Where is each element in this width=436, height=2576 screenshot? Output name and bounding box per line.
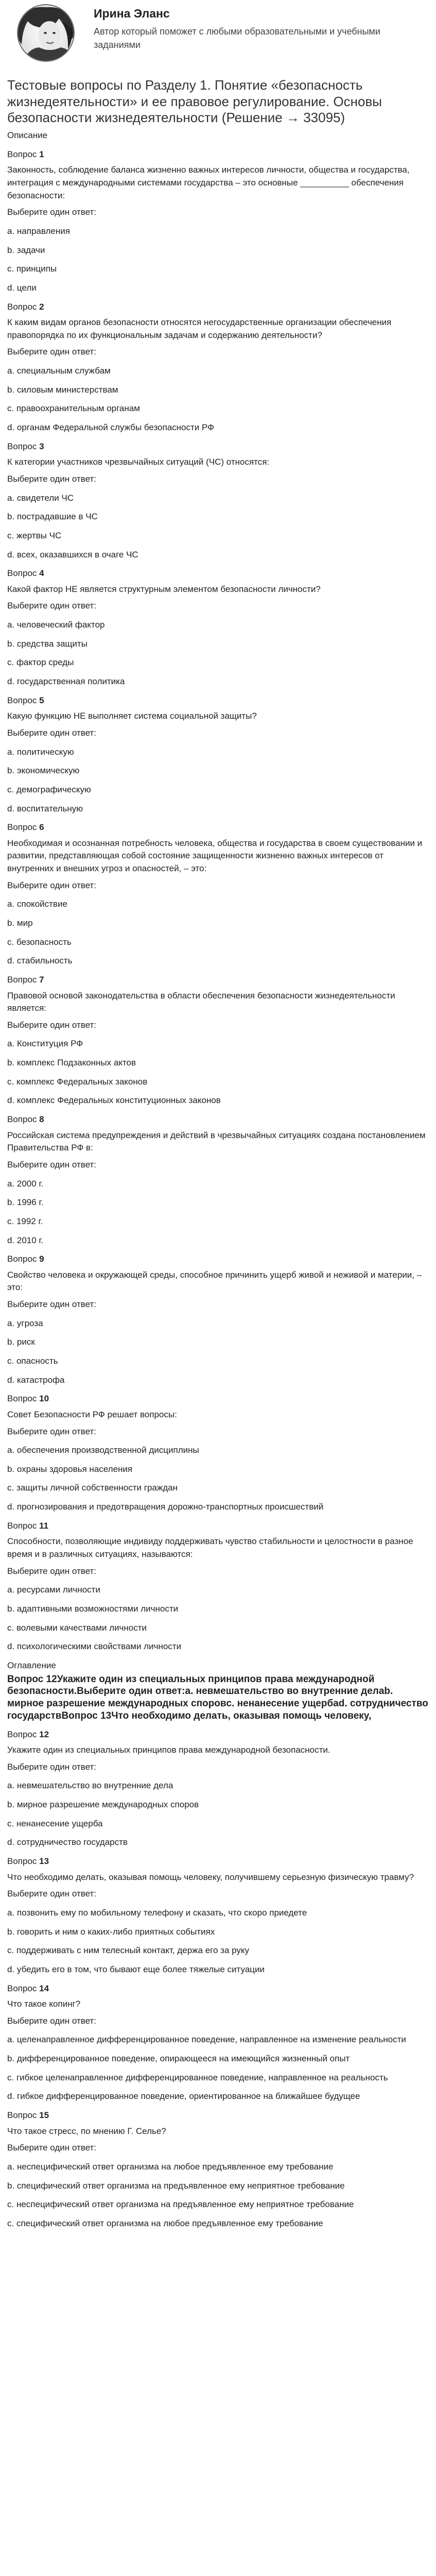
question-word: Вопрос [7,1983,37,1993]
question-word: Вопрос [7,301,37,312]
question-number-value: 1 [39,149,44,159]
answer-option[interactable]: a. неспецифический ответ организма на любое предъявленное ему требование [7,2161,334,2172]
question-number [7,1520,429,1533]
answer-option[interactable]: c. волевыми качествами личности [7,1622,147,1633]
answer-option[interactable]: c. безопасность [7,937,72,947]
answer-option[interactable]: c. опасность [7,1356,58,1366]
question-number [7,974,429,987]
question-text: Какой фактор НЕ является структурным элементом безопасности личности? [7,584,321,594]
question-number [7,1113,429,1126]
answer-option[interactable]: a. Конституция РФ [7,1039,83,1049]
question-list-part2 [7,1728,429,2230]
question-word: Вопрос [7,822,37,833]
question-word: Вопрос [7,1254,37,1264]
answer-option[interactable]: a. целенаправленное дифференцированное поведение, направленное на изменение реальности [7,2035,406,2045]
question-text: Совет Безопасности РФ решает вопросы: [7,1409,177,1419]
question-word: Вопрос [7,1856,37,1867]
answer-prompt: Выберите один ответ: [7,1889,96,1899]
answer-option[interactable]: c. 1992 г. [7,1216,43,1226]
question-number-value: 6 [39,822,44,833]
answer-prompt: Выберите один ответ: [7,207,96,217]
question-number [7,1393,429,1405]
answer-option[interactable]: a. ресурсами личности [7,1585,100,1595]
answer-option[interactable]: d. государственная политика [7,676,125,687]
answer-prompt: Выберите один ответ: [7,2143,96,2153]
answer-option[interactable]: a. позвонить ему по мобильному телефону и сказать, что скоро приедете [7,1907,307,1918]
answer-prompt: Выберите один ответ: [7,1426,96,1436]
answer-prompt: Выберите один ответ: [7,1566,96,1576]
answer-option[interactable]: a. политическую [7,747,74,757]
question-number-value: 2 [39,301,44,312]
answer-option[interactable]: c. поддерживать с ним телесный контакт, держа его за руку [7,1945,250,1956]
description-label: Описание [7,130,48,141]
question-number [7,1728,429,1741]
question-block [7,148,429,295]
question-number [7,821,429,834]
question-block [7,567,429,688]
question-block [7,2109,429,2230]
answer-option[interactable]: a. человеческий фактор [7,620,105,630]
question-word: Вопрос [7,1729,37,1739]
answer-prompt: Выберите один ответ: [7,601,96,611]
author-name[interactable]: Ирина Эланс [94,7,170,20]
question-text: Правовой основой законодательства в области обеспечения безопасности жизнедеятельности является: [7,990,395,1013]
question-text: К категории участников чрезвычайных ситуаций (ЧС) относятся: [7,457,270,467]
question-number [7,440,429,453]
question-text: Что такое стресс, по мнению Г. Селье? [7,2126,166,2136]
question-number-value: 7 [39,974,44,985]
question-number-value: 8 [39,1114,44,1125]
answer-prompt: Выберите один ответ: [7,347,96,357]
question-block [7,1728,429,1849]
question-number-value: 13 [39,1856,49,1867]
question-block [7,694,429,815]
answer-option[interactable]: c. специфический ответ организма на любое предъявленное ему требование [7,2218,323,2228]
question-block [7,974,429,1107]
answer-option[interactable]: b. адаптивными возможностями личности [7,1603,179,1614]
answer-option[interactable]: b. экономическую [7,766,80,776]
question-number-value: 9 [39,1254,44,1264]
answer-option[interactable]: c. неспецифический ответ организма на предъявленное ему неприятное требование [7,2199,354,2210]
answer-prompt: Выберите один ответ: [7,1761,96,1772]
question-block [7,301,429,434]
question-text: Что необходимо делать, оказывая помощь человеку, получившему серьезную физическую травму? [7,1872,414,1882]
answer-prompt: Выберите один ответ: [7,473,96,484]
answer-option[interactable]: a. специальным службам [7,366,111,376]
answer-option[interactable]: a. направления [7,226,70,236]
question-number [7,301,429,314]
answer-option[interactable]: b. комплекс Подзаконных актов [7,1058,136,1068]
answer-option[interactable]: c. гибкое целенаправленное дифференцированное поведение, направленное на реальность [7,2072,388,2082]
question-number [7,1253,429,1266]
question-number [7,1855,429,1868]
question-number-value: 4 [39,568,44,579]
question-text: Свойство человека и окружающей среды, способное причинить ущерб живой и неживой и материи, – это: [7,1269,422,1293]
answer-option[interactable]: d. комплекс Федеральных конституционных законов [7,1095,221,1106]
question-word: Вопрос [7,1394,37,1404]
question-word: Вопрос [7,149,37,159]
question-number-value: 5 [39,695,44,705]
question-text: Российская система предупреждения и действий в чрезвычайных ситуациях создана постановлением Правительства РФ в: [7,1130,426,1153]
question-number [7,567,429,580]
question-number-value: 10 [39,1394,49,1404]
answer-option[interactable]: b. мир [7,918,33,928]
answer-prompt: Выберите один ответ: [7,1299,96,1310]
answer-option[interactable]: a. невмешательство во внутренние дела [7,1781,173,1791]
question-number [7,148,429,161]
question-text: Способности, позволяющие индивиду поддерживать чувство стабильности и целостности в разное время и в различных ситуациях, называются: [7,1536,413,1560]
author-avatar-icon[interactable] [7,3,84,63]
answer-option[interactable]: b. специфический ответ организма на предъявленное ему неприятное требование [7,2180,345,2191]
question-number [7,2109,429,2122]
question-text: Укажите один из специальных принципов права международной безопасности. [7,1745,330,1755]
answer-option[interactable]: b. охраны здоровья населения [7,1464,133,1474]
question-number [7,694,429,707]
answer-prompt: Выберите один ответ: [7,2015,96,2026]
question-block [7,1393,429,1513]
question-block [7,440,429,561]
answer-option[interactable]: c. фактор среды [7,657,74,668]
answer-option[interactable]: c. демографическую [7,784,91,794]
page-title: Тестовые вопросы по Разделу 1. Понятие «безопасность жизнедеятельности» и ее правовое регулирование. Основы безопасности жизнедеятельности (Решение → 33095) [7,77,382,126]
answer-option[interactable]: d. всех, оказавшихся в очаге ЧС [7,549,138,560]
answer-option[interactable]: a. свидетели ЧС [7,493,74,503]
answer-option[interactable]: d. катастрофа [7,1375,65,1385]
answer-option[interactable]: d. стабильность [7,956,73,966]
answer-option[interactable]: d. цели [7,282,37,293]
question-text: Законность, соблюдение баланса жизненно важных интересов личности, общества и государства, интеграция с международными системами государства – это основные __________ обеспечения безопасности: [7,165,410,200]
author-header [7,0,429,68]
answer-option[interactable]: d. убедить его в том, что бывают еще более тяжелые ситуации [7,1964,265,1974]
question-list-part1 [7,148,429,1653]
answer-option[interactable]: b. говорить и ним о каких-либо приятных событиях [7,1926,215,1937]
answer-option[interactable]: d. 2010 г. [7,1235,44,1245]
question-block [7,1982,429,2103]
answer-option[interactable]: a. спокойствие [7,899,67,909]
answer-option[interactable]: b. 1996 г. [7,1197,44,1208]
author-description: Автор который поможет с любыми образовательными и учебными заданиями [94,26,380,50]
answer-option[interactable]: b. риск [7,1337,35,1347]
answer-option[interactable]: d. воспитательную [7,803,83,814]
question-text: Какую функцию НЕ выполняет система социальной защиты? [7,711,257,721]
answer-prompt: Выберите один ответ: [7,1020,96,1030]
answer-option[interactable]: a. обеспечения производственной дисциплины [7,1445,199,1455]
answer-option[interactable]: b. дифференцированное поведение, опирающееся на имеющийся жизненный опыт [7,2054,350,2064]
question-word: Вопрос [7,1114,37,1125]
question-word: Вопрос [7,1520,37,1531]
answer-option[interactable]: b. задачи [7,245,45,255]
question-number-value: 3 [39,441,44,451]
question-text: Что такое копинг? [7,1999,81,2009]
question-number-value: 15 [39,2110,49,2120]
answer-option[interactable]: d. сотрудничество государств [7,1837,128,1848]
question-block [7,1113,429,1247]
answer-option[interactable]: b. средства защиты [7,638,88,649]
question-number-value: 12 [39,1729,49,1739]
answer-option[interactable]: d. психологическими свойствами личности [7,1641,182,1652]
question-block [7,821,429,968]
toc-summary: Вопрос 12Укажите один из специальных принципов права международной безопасности.Выберите один ответ:a. невмешательство во внутренние делаb. мирное разрешение международных споровc. ненанесение ущербаd. сотрудничество государствВопрос 13Что необходимо делать, оказывая помощь человеку, [7,1673,428,1721]
answer-option[interactable]: d. органам Федеральной службы безопасности РФ [7,422,215,433]
answer-prompt: Выберите один ответ: [7,727,96,738]
question-block [7,1520,429,1653]
question-text: Необходимая и осознанная потребность человека, общества и государства в своем существовании и развитии, представляющая собой состояние защищенности жизненно важных интересов от внутренних и внешних угроз и опасностей, – это: [7,838,423,874]
answer-option[interactable]: c. ненанесение ущерба [7,1818,103,1828]
author-info [94,3,429,52]
answer-option[interactable]: c. принципы [7,264,57,274]
question-number-value: 11 [39,1520,49,1531]
question-number [7,1982,429,1995]
question-number-value: 14 [39,1983,49,1993]
question-word: Вопрос [7,695,37,705]
question-word: Вопрос [7,974,37,985]
answer-option[interactable]: d. прогнозирования и предотвращения дорожно-транспортных происшествий [7,1502,324,1512]
answer-option[interactable]: c. защиты личной собственности граждан [7,1483,178,1493]
answer-option[interactable]: d. гибкое дифференцированное поведение, ориентированное на ближайшее будущее [7,2091,360,2102]
toc-title: Оглавление [7,1660,56,1670]
question-word: Вопрос [7,2110,37,2120]
answer-option[interactable]: c. правоохранительным органам [7,403,140,414]
question-word: Вопрос [7,568,37,579]
question-block [7,1855,429,1976]
question-word: Вопрос [7,441,37,451]
answer-prompt: Выберите один ответ: [7,1159,96,1170]
answer-option[interactable]: b. силовым министерствам [7,384,118,395]
answer-option[interactable]: a. угроза [7,1318,43,1328]
answer-option[interactable]: a. 2000 г. [7,1178,44,1189]
answer-option[interactable]: c. жертвы ЧС [7,530,62,540]
question-block [7,1253,429,1386]
answer-option[interactable]: c. комплекс Федеральных законов [7,1076,148,1087]
answer-option[interactable]: b. пострадавшие в ЧС [7,512,98,522]
answer-prompt: Выберите один ответ: [7,880,96,890]
answer-option[interactable]: b. мирное разрешение международных споров [7,1800,199,1810]
question-text: К каким видам органов безопасности относятся негосударственные организации обеспечения правопорядка по их функциональным задачам и содержанию деятельности? [7,317,392,340]
